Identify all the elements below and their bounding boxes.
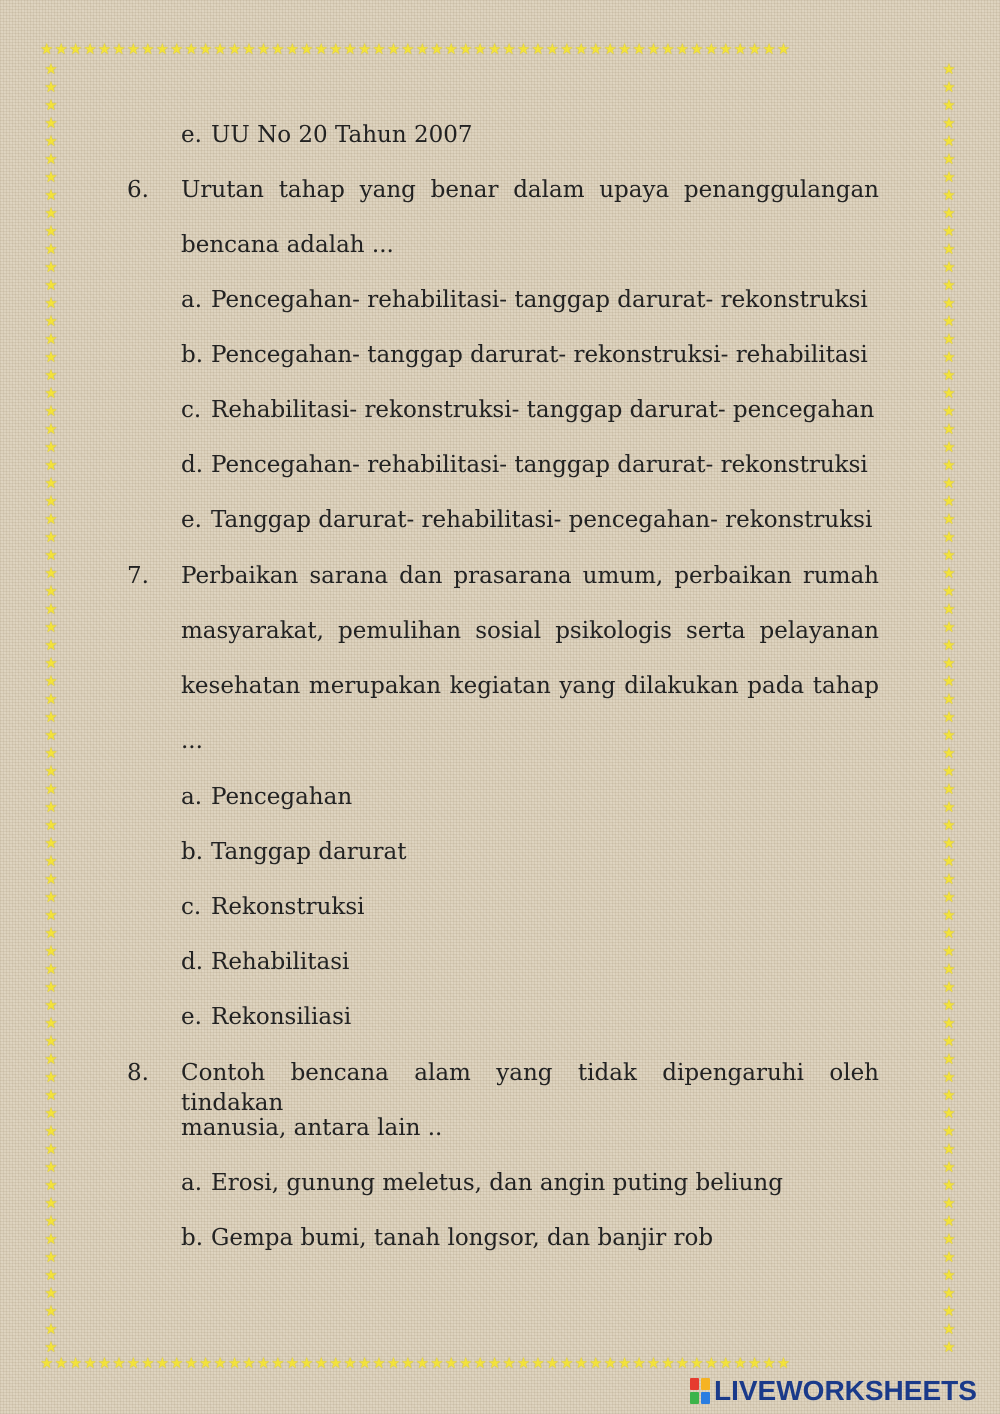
q5-option-e[interactable]	[181, 120, 473, 150]
q6-option-c[interactable]	[181, 395, 874, 425]
option-letter: c.	[181, 397, 202, 423]
option-letter: b.	[181, 839, 204, 865]
option-text: Tanggap darurat- rehabilitasi- pencegahan- rekonstruksi	[211, 507, 873, 533]
question-6-text-line: Urutan tahap yang benar dalam upaya penanggulangan	[181, 177, 879, 203]
q7-option-e[interactable]	[181, 1002, 351, 1032]
q6-option-d[interactable]	[181, 450, 868, 480]
question-7-text-line: kesehatan merupakan kegiatan yang dilakukan pada tahap	[181, 673, 879, 699]
question-number-8: 8.	[127, 1060, 149, 1086]
option-letter: a.	[181, 1170, 203, 1196]
option-text: Pencegahan- rehabilitasi- tanggap darurat- rekonstruksi	[211, 452, 868, 478]
star-border-bottom: ★★★★★★★★★★★★★★★★★★★★★★★★★★★★★★★★★★★★★★★★★★★★★★★★★★★★	[40, 1354, 792, 1372]
question-6-text-line: bencana adalah ...	[181, 232, 394, 258]
q8-option-a[interactable]	[181, 1168, 783, 1198]
option-letter: e.	[181, 507, 202, 533]
question-8-text-line: Contoh bencana alam yang tidak dipengaruhi oleh tindakan	[181, 1060, 879, 1116]
question-7-text-line: Perbaikan sarana dan prasarana umum, perbaikan rumah	[181, 563, 879, 589]
liveworksheets-logo-icon	[690, 1378, 710, 1404]
question-7-text-line: masyarakat, pemulihan sosial psikologis serta pelayanan	[181, 618, 879, 644]
option-text: Rekonsiliasi	[211, 1004, 352, 1030]
option-text: UU No 20 Tahun 2007	[211, 122, 473, 148]
option-letter: e.	[181, 122, 202, 148]
q7-option-b[interactable]	[181, 837, 406, 867]
logo-square	[701, 1392, 710, 1404]
logo-square	[690, 1392, 699, 1404]
option-letter: a.	[181, 784, 203, 810]
logo-square	[701, 1378, 710, 1390]
q7-option-d[interactable]	[181, 947, 349, 977]
star-border-left: ★★★★★★★★★★★★★★★★★★★★★★★★★★★★★★★★★★★★★★★★★★★★★★★★★★★★★★★★★★★★★★★★★★★★★★★★	[44, 60, 58, 1352]
option-text: Tanggap darurat	[211, 839, 407, 865]
question-number-7: 7.	[127, 563, 149, 589]
option-text: Gempa bumi, tanah longsor, dan banjir rob	[211, 1225, 714, 1251]
option-letter: b.	[181, 1225, 204, 1251]
star-border-top: ★★★★★★★★★★★★★★★★★★★★★★★★★★★★★★★★★★★★★★★★★★★★★★★★★★★★	[40, 40, 792, 58]
option-letter: c.	[181, 894, 202, 920]
q6-option-a[interactable]	[181, 285, 868, 315]
q7-option-a[interactable]	[181, 782, 352, 812]
q6-option-e[interactable]	[181, 505, 872, 535]
option-letter: d.	[181, 452, 204, 478]
option-letter: b.	[181, 342, 204, 368]
watermark-text: LIVEWORKSHEETS	[714, 1375, 977, 1406]
question-8-text-line: manusia, antara lain ..	[181, 1115, 443, 1141]
q6-option-b[interactable]	[181, 340, 868, 370]
option-text: Rehabilitasi	[211, 949, 350, 975]
option-text: Rehabilitasi- rekonstruksi- tanggap darurat- pencegahan	[211, 397, 875, 423]
option-text: Rekonstruksi	[211, 894, 365, 920]
option-letter: e.	[181, 1004, 202, 1030]
option-text: Erosi, gunung meletus, dan angin puting beliung	[211, 1170, 783, 1196]
q8-option-b[interactable]	[181, 1223, 713, 1253]
option-text: Pencegahan	[211, 784, 353, 810]
q7-option-c[interactable]	[181, 892, 364, 922]
liveworksheets-watermark[interactable]	[690, 1374, 977, 1408]
option-text: Pencegahan- tanggap darurat- rekonstruksi- rehabilitasi	[211, 342, 868, 368]
question-7-text-line: ...	[181, 728, 203, 754]
option-letter: a.	[181, 287, 203, 313]
star-border-right: ★★★★★★★★★★★★★★★★★★★★★★★★★★★★★★★★★★★★★★★★★★★★★★★★★★★★★★★★★★★★★★★★★★★★★★★★	[942, 60, 956, 1352]
question-number-6: 6.	[127, 177, 149, 203]
logo-square	[690, 1378, 699, 1390]
option-letter: d.	[181, 949, 204, 975]
option-text: Pencegahan- rehabilitasi- tanggap darurat- rekonstruksi	[211, 287, 868, 313]
